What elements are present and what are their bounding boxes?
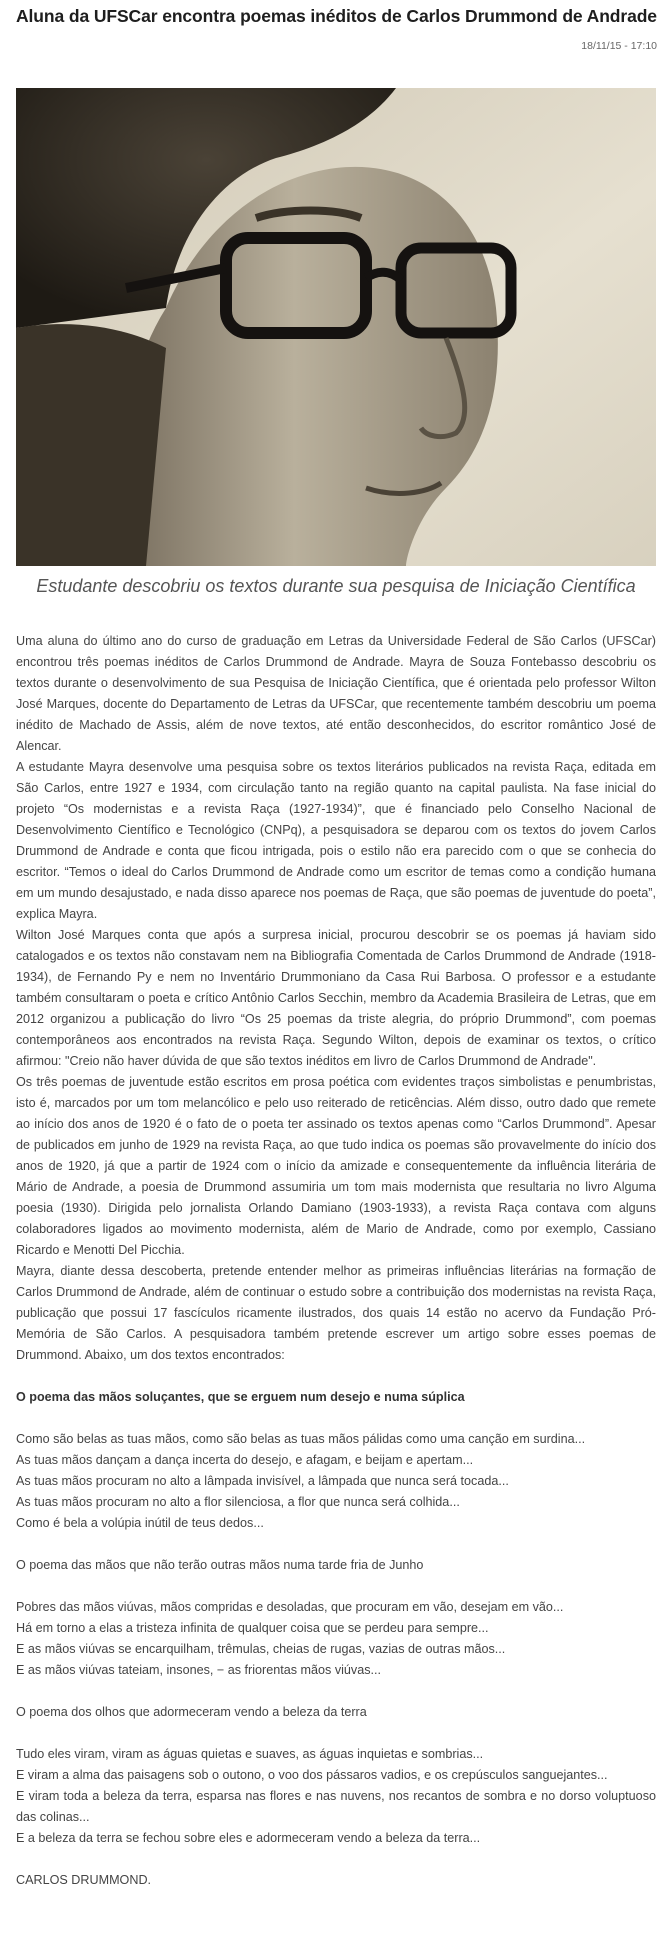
poem-1-line: As tuas mãos procuram no alto a lâmpada invisível, a lâmpada que nunca será tocada... <box>16 1474 509 1488</box>
article-body <box>16 631 656 1891</box>
paragraph-2: A estudante Mayra desenvolve uma pesquisa sobre os textos literários publicados na revista Raça, editada em São Carlos, entre 1927 e 1934, com circulação tanto na região quanto na capital paulista. Na fase inicial do projeto “Os modernistas e a revista Raça (1927-1934)”, que é financiado pelo Conselho Nacional de Desenvolvimento Científico e Tecnológico (CNPq), a pesquisadora se deparou com os textos do jovem Carlos Drummond de Andrade e conta que ficou intrigada, pois o estilo não era parecido com o que se conhecia do escritor. “Temos o ideal do Carlos Drummond de Andrade como um escritor de temas como a condição humana em um mundo desajustado, e nada disso aparece nos poemas de Raça, que são poemas de juventude do poeta”, explica Mayra. <box>16 760 656 921</box>
poem-1-line: As tuas mãos dançam a dança incerta do desejo, e afagam, e beijam e apertam... <box>16 1453 474 1467</box>
poem-3-line: E viram a alma das paisagens sob o outono, o voo dos pássaros vadios, e os crepúsculos sanguejantes... <box>16 1768 608 1782</box>
spacer <box>16 1681 656 1702</box>
author-signature: CARLOS DRUMMOND. <box>16 1873 152 1887</box>
spacer <box>16 1723 656 1744</box>
article-title: Aluna da UFSCar encontra poemas inéditos de Carlos Drummond de Andrade <box>16 6 657 26</box>
poem-2-line: Pobres das mãos viúvas, mãos compridas e desoladas, que procuram em vão, desejam em vão... <box>16 1600 564 1614</box>
poem-1-line: Como é bela a volúpia inútil de teus dedos... <box>16 1516 264 1530</box>
poem-2-line: Há em torno a elas a tristeza infinita de qualquer coisa que se perdeu para sempre... <box>16 1621 489 1635</box>
spacer <box>16 1366 656 1387</box>
poem-3-line: E viram toda a beleza da terra, esparsa nas flores e nas nuvens, nos recantos de sombra e no dorso voluptuoso das colinas... <box>16 1789 656 1824</box>
poem-3-line: E a beleza da terra se fechou sobre eles e adormeceram vendo a beleza da terra... <box>16 1831 481 1845</box>
poem-3-line: Tudo eles viram, viram as águas quietas e suaves, as águas inquietas e sombrias... <box>16 1747 484 1761</box>
paragraph-5: Mayra, diante dessa descoberta, pretende entender melhor as primeiras influências literárias na formação de Carlos Drummond de Andrade, além de continuar o estudo sobre a contribuição dos modernistas na revista Raça, publicação que possui 17 fascículos ricamente ilustrados, dos quais 14 estão no acervo da Fundação Pró-Memória de São Carlos. A pesquisadora também pretende escrever um artigo sobre esses poemas de Drummond. Abaixo, um dos textos encontrados: <box>16 1264 656 1362</box>
poem-3-title: O poema dos olhos que adormeceram vendo a beleza da terra <box>16 1705 367 1719</box>
spacer <box>16 1849 656 1870</box>
paragraph-1: Uma aluna do último ano do curso de graduação em Letras da Universidade Federal de São Carlos (UFSCar) encontrou três poemas inéditos de Carlos Drummond de Andrade. Mayra de Souza Fontebasso descobriu os textos durante o desenvolvimento de sua Pesquisa de Iniciação Científica, que é orientada pelo professor Wilton José Marques, docente do Departamento de Letras da UFSCar, que recentemente também descobriu um poema inédito de Machado de Assis, além de nove textos, até então desconhecidos, do escritor romântico José de Alencar. <box>16 634 656 753</box>
paragraph-4: Os três poemas de juventude estão escritos em prosa poética com evidentes traços simbolistas e penumbristas, isto é, marcados por um tom melancólico e pelo uso reiterado de reticências. Além disso, outro dado que remete ao início dos anos de 1920 é o fato de o poeta ter assinado os textos apenas como “Carlos Drummond”. Apesar de publicados em junho de 1929 na revista Raça, ao que tudo indica os poemas são provavelmente do início dos anos de 1920, já que a partir de 1924 com o início da amizade e consequentemente da influência literária de Mário de Andrade, a poesia de Drummond assumiria um tom mais modernista que resultaria no livro Alguma poesia (1930). Dirigida pelo jornalista Orlando Damiano (1903-1933), a revista Raça contava com alguns colaboradores ligados ao movimento modernista, além de Mario de Andrade, como por exemplo, Cassiano Ricardo e Menotti Del Picchia. <box>16 1075 656 1257</box>
paragraph-3: Wilton José Marques conta que após a surpresa inicial, procurou descobrir se os poemas já haviam sido catalogados e os textos não constavam nem na Bibliografia Comentada de Carlos Drummond de Andrade (1918-1934), de Fernando Py e nem no Inventário Drummoniano da Casa Rui Barbosa. O professor e a estudante também consultaram o poeta e crítico Antônio Carlos Secchin, membro da Academia Brasileira de Letras, que em 2012 organizou a publicação do livro “Os 25 poemas da triste alegria, do próprio Drummond”, com poemas contemporâneos aos encontrados na revista Raça. Segundo Wilton, depois de examinar os textos, o crítico afirmou: "Creio não haver dúvida de que são textos inéditos em livro de Carlos Drummond de Andrade". <box>16 928 656 1068</box>
poem-1-title: O poema das mãos soluçantes, que se erguem num desejo e numa súplica <box>16 1390 465 1404</box>
poem-1-line: As tuas mãos procuram no alto a flor silenciosa, a flor que nunca será colhida... <box>16 1495 460 1509</box>
spacer <box>16 1408 656 1429</box>
article-date: 18/11/15 - 17:10 <box>581 40 657 52</box>
portrait-photo <box>16 88 656 566</box>
poem-2-line: E as mãos viúvas tateiam, insones, − as friorentas mãos viúvas... <box>16 1663 382 1677</box>
photo-caption: Estudante descobriu os textos durante sua pesquisa de Iniciação Científica <box>36 576 636 596</box>
poem-2-title: O poema das mãos que não terão outras mãos numa tarde fria de Junho <box>16 1558 424 1572</box>
poem-1-line: Como são belas as tuas mãos, como são belas as tuas mãos pálidas como uma canção em surdina... <box>16 1432 586 1446</box>
spacer <box>16 1534 656 1555</box>
poem-2-line: E as mãos viúvas se encarquilham, trêmulas, cheias de rugas, vazias de outras mãos... <box>16 1642 506 1656</box>
spacer <box>16 1576 656 1597</box>
